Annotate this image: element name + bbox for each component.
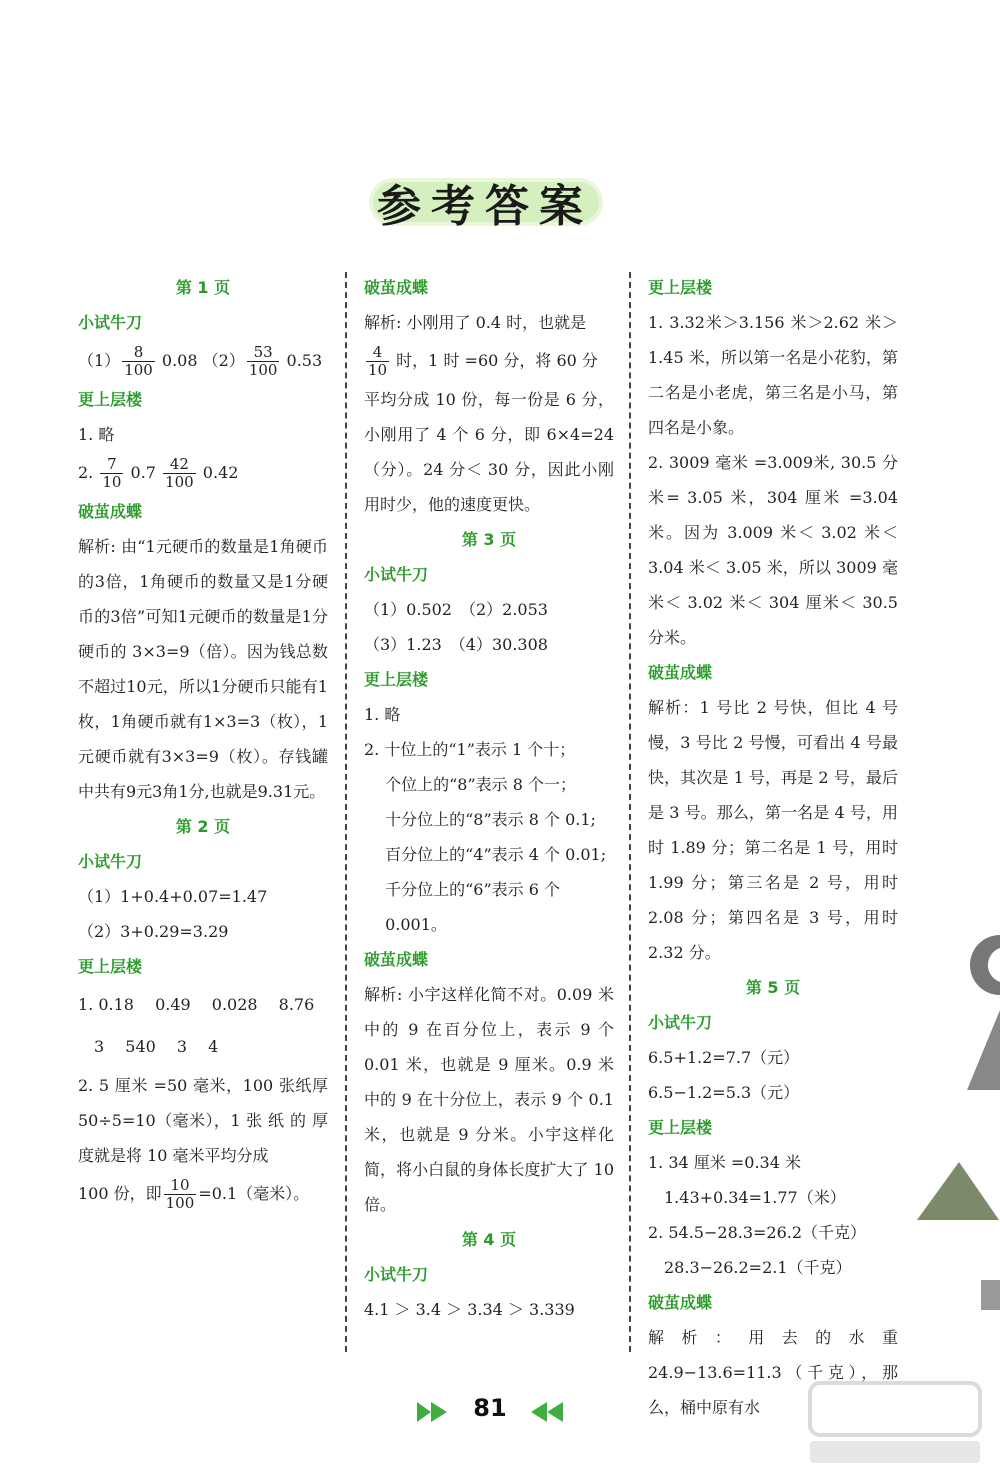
section-heading: 小试牛刀 [648,1013,713,1032]
answer-column-2 [364,270,614,1327]
section-heading: 破茧成蝶 [648,663,713,682]
answer-text: 2. [78,463,99,482]
page-2-heading: 第 2 页 [175,817,231,836]
answer-text: =0.1（毫米）。 [198,1184,310,1203]
answer-line: 4.1 ＞ 3.4 ＞ 3.34 ＞ 3.339 [364,1300,575,1319]
column-divider-1 [345,272,347,1352]
answer-line [364,340,614,382]
answer-line [78,340,328,382]
section-heading: 小试牛刀 [78,313,143,332]
numerator: 10 [164,1177,197,1195]
answer-line: 2. 3009 毫米 =3.009米, 30.5 分米= 3.05 米，304 厘米 =3.04 米。因为 3.009 米＜ 3.02 米＜ 3.04 米＜ 3.05 米，所以 3009 毫米＜ 3.02 米＜ 304 厘米＜ 30.5 分米。 [648,453,898,647]
answer-text: 0.42 [197,463,239,482]
answer-line: 2. 5 厘米 =50 毫米，100 张纸厚 50÷5=10（毫米），1 张 纸 的 厚度就是将 10 毫米平均分成 [78,1076,328,1165]
answer-line: （1）1+0.4+0.07=1.47 [78,887,268,906]
answer-column-1 [78,270,328,1215]
fraction [100,456,123,491]
answer-text: 0.53 [281,351,323,370]
numerator: 53 [247,344,280,362]
section-heading: 破茧成蝶 [364,950,429,969]
fraction [164,1177,197,1212]
numerator: 7 [100,456,123,474]
denominator: 10 [368,361,388,379]
denominator: 100 [165,473,194,491]
answer-line: 0.001。 [364,915,447,934]
answer-line: 千分位上的“6”表示 6 个 [364,880,560,899]
numerator: 42 [163,456,196,474]
numerator: 4 [366,344,389,362]
page-1-heading: 第 1 页 [175,278,231,297]
explanation-text: 解析: 小刚用了 0.4 时，也就是 [364,313,587,332]
explanation-text: 平均分成 10 份，每一份是 6 分，小刚用了 4 个 6 分，即 6×4=24（分）。24 分＜ 30 分，因此小刚用时少，他的速度更快。 [364,390,614,514]
answer-column-3 [648,270,898,1425]
fraction [247,344,280,379]
answer-line: 十分位上的“8”表示 8 个 0.1; [364,810,596,829]
answer-line [78,452,328,494]
section-heading: 小试牛刀 [78,852,143,871]
answer-line: 1. 34 厘米 =0.34 米 [648,1153,802,1172]
answer-line: （3）1.23 （4）30.308 [364,635,548,654]
fraction [122,344,155,379]
title-banner [365,168,605,232]
numerator: 8 [122,344,155,362]
answer-line: 1. 3.32米＞3.156 米＞2.62 米＞ 1.45 米，所以第一名是小花豹，第二名是小老虎，第三名是小马，第四名是小象。 [648,313,898,437]
backward-arrows-icon [525,1400,565,1424]
answer-line: 28.3−26.2=2.1（千克） [648,1258,852,1277]
answer-line: 2. 54.5−28.3=26.2（千克） [648,1223,867,1242]
denominator: 100 [165,1194,195,1212]
fraction [366,344,389,379]
section-heading: 更上层楼 [648,1118,713,1137]
page-4-heading: 第 4 页 [461,1230,517,1249]
page-3-heading: 第 3 页 [461,530,517,549]
answer-line: 2. 十位上的“1”表示 1 个十； [364,740,576,759]
answer-line: 6.5+1.2=7.7（元） [648,1048,800,1067]
section-heading: 更上层楼 [78,957,143,976]
answer-line: 1. 略 [364,705,401,724]
explanation-text: 解析: 小宇这样化简不对。0.09 米中的 9 在百分位上，表示 9 个 0.01 米，也就是 9 厘米。0.9 米中的 9 在十分位上，表示 9 个 0.1 米，也就是 9 分米。小宇这样化简，将小白鼠的身体长度扩大了 10 倍。 [364,985,614,1214]
watermark-logo [800,1375,990,1470]
explanation-text: 解析：用去的水重 24.9−13.6=11.3（千克），那么，桶中原有水 [648,1328,898,1417]
answer-text: 100 份，即 [78,1184,162,1203]
answer-line: 6.5−1.2=5.3（元） [648,1083,800,1102]
denominator: 10 [102,473,122,491]
circle-shape-icon [955,930,1000,1000]
section-heading: 更上层楼 [648,278,713,297]
section-heading: 破茧成蝶 [78,502,143,521]
section-heading: 小试牛刀 [364,1265,429,1284]
denominator: 100 [248,361,278,379]
answer-line: （2）3+0.29=3.29 [78,922,229,941]
section-heading: 破茧成蝶 [364,278,429,297]
section-heading: 更上层楼 [78,390,143,409]
answer-line: 1.43+0.34=1.77（米） [648,1188,846,1207]
answer-line [78,1173,328,1215]
answer-line: 百分位上的“4”表示 4 个 0.01; [364,845,607,864]
answer-line: 个位上的“8”表示 8 个一； [364,775,576,794]
answer-text: （1） [78,351,121,370]
fraction [163,456,196,491]
column-divider-2 [629,272,631,1352]
section-heading: 更上层楼 [364,670,429,689]
explanation-text: 解析: 由“1元硬币的数量是1角硬币的3倍，1角硬币的数量又是1分硬币的3倍”可知1元硬币的数量是1分硬币的 3×3=9（倍）。因为钱总数不超过10元，所以1分硬币只能有1枚，1角硬币就有1×3=3（枚），1元硬币就有3×3=9（枚）。存钱罐中共有9元3角1分,也就是9.31元。 [78,537,328,801]
page-number: 81 [473,1394,507,1422]
triangle-shape-icon [965,1010,1000,1090]
answer-line: 3 540 3 4 [78,1037,219,1056]
answer-line: 1. 略 [78,425,115,444]
denominator: 100 [124,361,153,379]
answer-text: 0.7 [125,463,162,482]
page-title: 参考答案 [377,181,593,232]
forward-arrows-icon [415,1400,455,1424]
section-heading: 小试牛刀 [364,565,429,584]
explanation-text: 解析：1 号比 2 号快，但比 4 号慢，3 号比 2 号慢，可看出 4 号最快，其次是 1 号，再是 2 号，最后是 3 号。那么，第一名是 4 号，用时 1.89 分；第二名是 1 号，用时 1.99 分；第三名是 2 号，用时 2.08 分；第四名是 3 号，用时 2.32 分。 [648,698,898,962]
page-5-heading: 第 5 页 [745,978,801,997]
triangle-shape-icon [915,1160,1000,1222]
answer-text: 时，1 时 =60 分，将 60 分 [391,351,598,370]
answer-line: （1）0.502 （2）2.053 [364,600,548,619]
answer-text: 0.08 （2） [156,351,245,370]
answer-line: 1. 0.18 0.49 0.028 8.76 [78,995,315,1014]
section-heading: 破茧成蝶 [648,1293,713,1312]
shape-fragment-icon [975,1270,1000,1320]
